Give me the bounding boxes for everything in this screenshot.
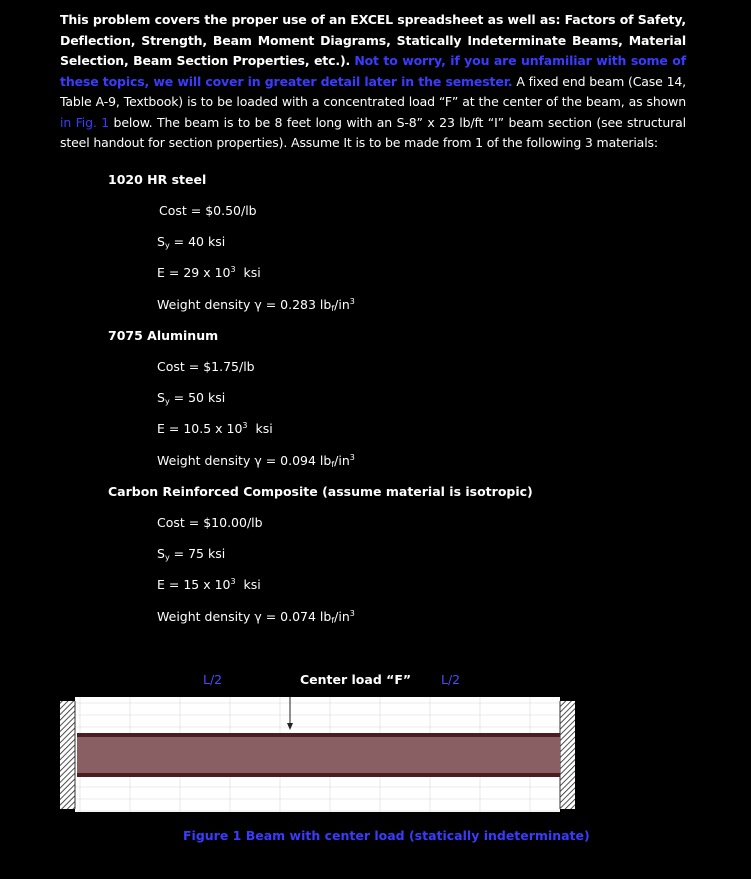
- material-steel-modulus: E = 29 x $10^3$ ksi: [157, 265, 261, 280]
- label-center-load: Center load “F”: [300, 672, 412, 687]
- material-aluminum-title: 7075 Aluminum: [108, 328, 219, 343]
- material-steel-title: 1020 HR steel: [108, 172, 207, 187]
- intro-beam-spec: below. The beam is to be 8 feet long with an S-8” x 23 lb/ft “I” beam section (see structural steel handout for section properties). Assume It is to be made from 1 of the following 3 materials:: [60, 114, 686, 150]
- material-composite-density: Weight density γ = 0.074 $lb_f/in^3$: [157, 609, 355, 625]
- material-composite-yield: $S_y = 75$ ksi: [157, 546, 226, 562]
- material-composite-cost: Cost = $10.00/lb: [157, 515, 263, 530]
- label-half-length-left: L/2: [203, 672, 223, 687]
- material-aluminum-yield: $S_y = 50$ ksi: [157, 390, 226, 406]
- material-steel-yield: $S_y = 40$ ksi: [157, 234, 226, 250]
- fixed-support-left: [60, 701, 75, 809]
- material-composite-title: Carbon Reinforced Composite (assume material is isotropic): [108, 484, 533, 499]
- beam-top-flange: [77, 733, 560, 737]
- beam-bottom-flange: [77, 773, 560, 777]
- material-steel-density: Weight density γ = 0.283 $lb_f/in^3$: [157, 297, 355, 313]
- intro-reassurance: Not to worry, if you are unfamiliar with some of these topics, we will cover in greater detail later in the semester.: [60, 53, 686, 89]
- beam-figure: [60, 697, 578, 812]
- material-aluminum-modulus: E = 10.5 x $10^3$ ksi: [157, 421, 273, 436]
- fig-reference-link[interactable]: in Fig. 1: [60, 114, 110, 130]
- problem-statement: [60, 10, 686, 154]
- figure-caption: Figure 1 Beam with center load (statically indeterminate): [183, 828, 590, 843]
- material-steel-cost: Cost = $0.50/lb: [159, 203, 257, 218]
- intro-topics: This problem covers the proper use of an EXCEL spreadsheet as well as: Factors of Safety, Deflection, Strength, Beam Moment Diagrams, Statically Indeterminate Beams, Material Selection, Beam Section Properties, etc.).: [60, 12, 686, 68]
- intro-beam-description: A fixed end beam (Case 14, Table A-9, Textbook) is to be loaded with a concentrated load “F” at the center of the beam, as shown: [60, 73, 687, 109]
- material-composite-modulus: E = 15 x $10^3$ ksi: [157, 577, 261, 592]
- fixed-support-right: [560, 701, 575, 809]
- label-half-length-right: L/2: [441, 672, 461, 687]
- material-aluminum-cost: Cost = $1.75/lb: [157, 359, 255, 374]
- material-aluminum-density: Weight density γ = 0.094 $lb_f/in^3$: [157, 453, 355, 469]
- beam-web: [77, 737, 560, 773]
